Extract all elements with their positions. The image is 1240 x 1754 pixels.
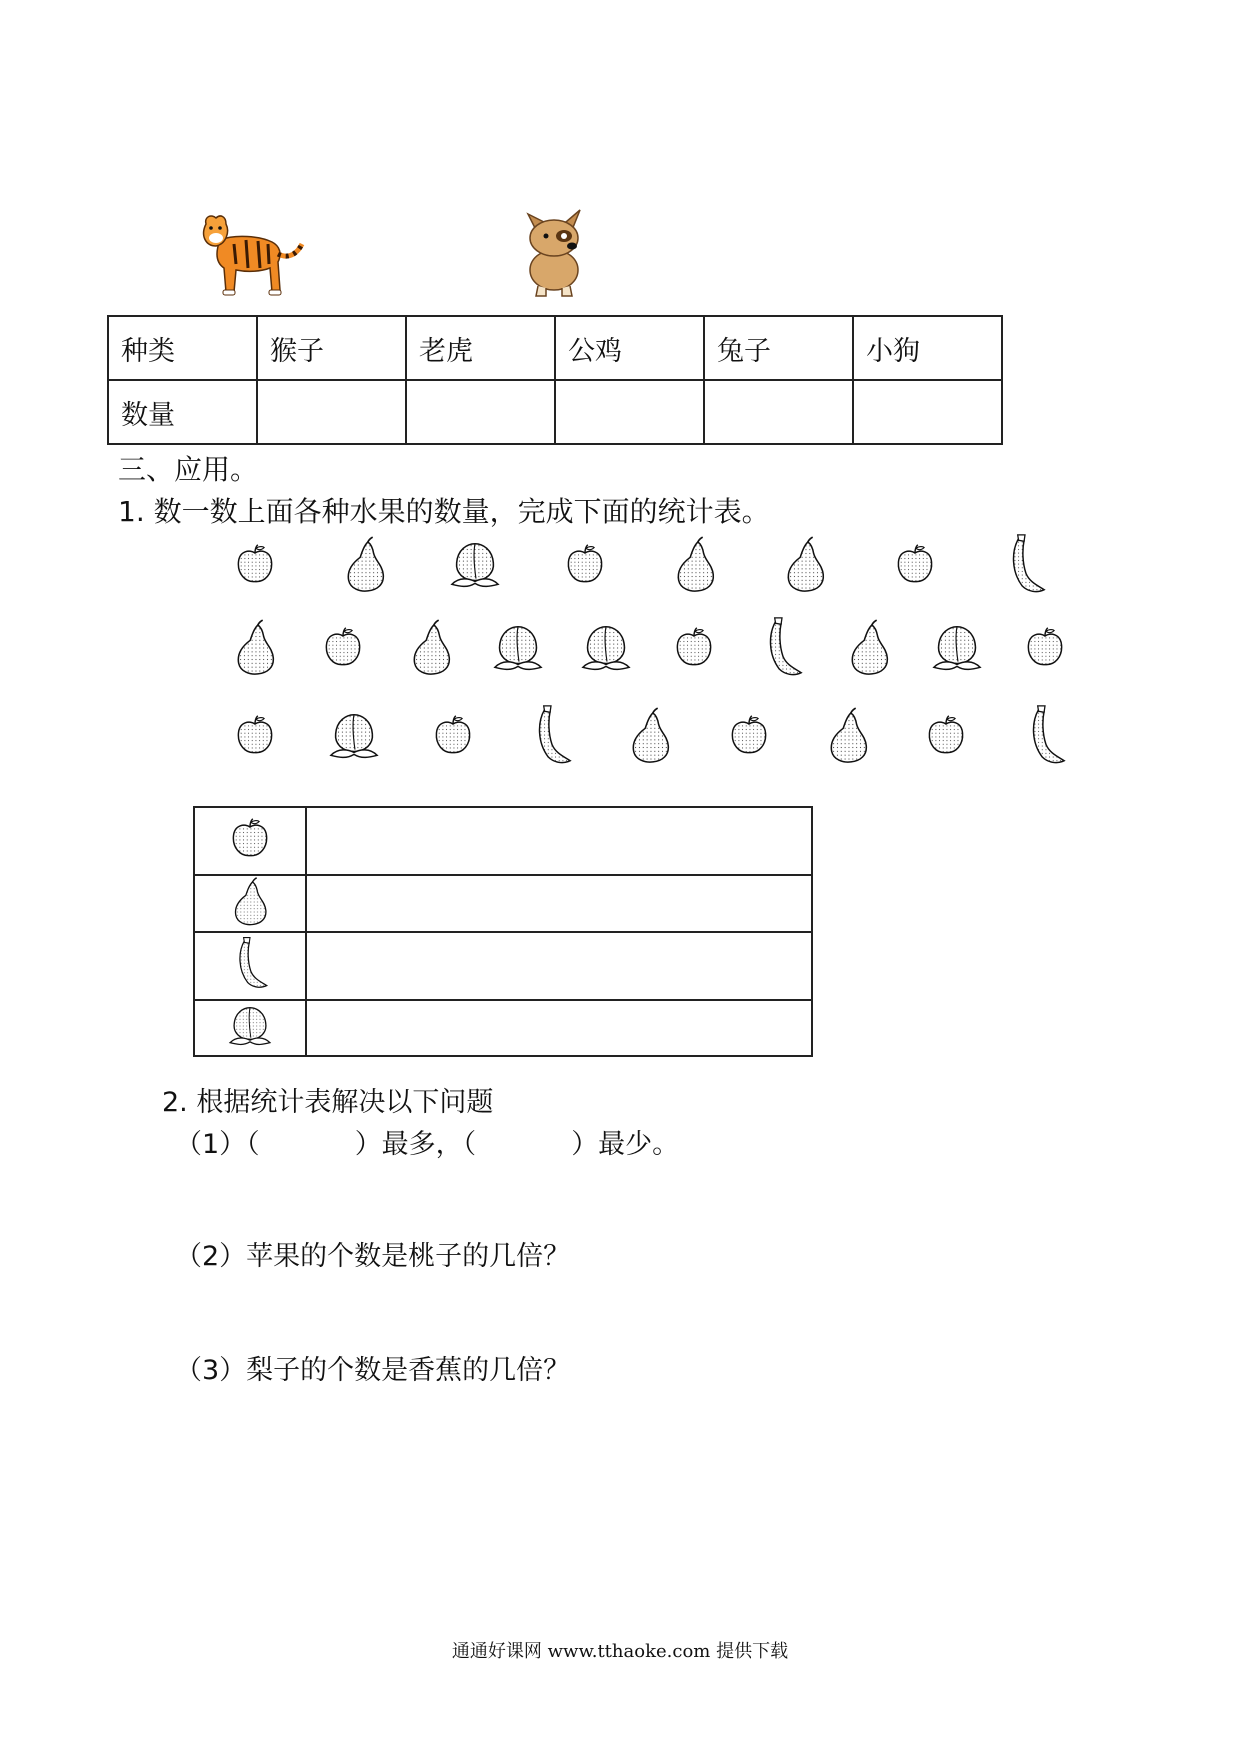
apple-icon <box>892 542 938 588</box>
table-row <box>194 1000 812 1056</box>
pear-icon <box>781 536 829 594</box>
count-cell-tiger[interactable] <box>406 380 555 444</box>
peach-icon <box>489 619 547 677</box>
question-1-text: 1. 数一数上面各种水果的数量，完成下面的统计表。 <box>118 495 770 528</box>
apple-icon <box>232 713 278 759</box>
sub-question-1-end: ）最少。 <box>571 1129 680 1160</box>
pear-icon <box>229 877 271 927</box>
tally-icon-cell <box>194 875 306 932</box>
tally-icon-cell <box>194 807 306 875</box>
tally-answer-cell[interactable] <box>306 932 812 1000</box>
question-2-title: 2. 根据统计表解决以下问题 <box>162 1087 494 1118</box>
animal-header-puppy: 小狗 <box>853 316 1002 380</box>
sub-question-1-prefix: （1）（ <box>175 1129 260 1160</box>
table-row <box>194 875 812 932</box>
puppy-picture <box>516 204 594 300</box>
banana-icon <box>1021 704 1069 768</box>
table-row <box>194 807 812 875</box>
fruit-tally-table <box>193 806 813 1057</box>
pear-icon <box>341 536 389 594</box>
tally-answer-cell[interactable] <box>306 875 812 932</box>
peach-icon <box>224 1001 276 1051</box>
table-row <box>108 316 1002 380</box>
sub-question-1 <box>175 1122 679 1161</box>
footer-credit: 通通好课网 www.tthaoke.com 提供下载 <box>451 1641 789 1662</box>
apple-icon <box>923 713 969 759</box>
count-cell-rooster[interactable] <box>555 380 704 444</box>
tiger-picture <box>190 210 312 302</box>
pear-icon <box>845 619 893 677</box>
apple-icon <box>562 542 608 588</box>
tally-answer-cell[interactable] <box>306 807 812 875</box>
table-row <box>194 932 812 1000</box>
banana-icon <box>230 936 270 992</box>
peach-icon <box>577 619 635 677</box>
animal-header-tiger: 老虎 <box>406 316 555 380</box>
count-cell-puppy[interactable] <box>853 380 1002 444</box>
tally-icon-cell <box>194 1000 306 1056</box>
sub-question-1-mid: ）最多，（ <box>354 1129 477 1160</box>
sub-question-2: （2）苹果的个数是桃子的几倍？ <box>175 1241 571 1272</box>
sub-question-3: （3）梨子的个数是香蕉的几倍？ <box>175 1355 571 1386</box>
peach-icon <box>446 536 504 594</box>
pear-icon <box>671 536 719 594</box>
animal-header-rabbit: 兔子 <box>704 316 853 380</box>
peach-icon <box>928 619 986 677</box>
table-row <box>108 380 1002 444</box>
banana-icon <box>527 704 575 768</box>
apple-icon <box>430 713 476 759</box>
apple-icon <box>227 816 273 862</box>
apple-icon <box>671 625 717 671</box>
quantity-header: 数量 <box>108 380 257 444</box>
pear-icon <box>231 619 279 677</box>
count-cell-rabbit[interactable] <box>704 380 853 444</box>
apple-icon <box>320 625 366 671</box>
animal-header-rooster: 公鸡 <box>555 316 704 380</box>
tally-answer-cell[interactable] <box>306 1000 812 1056</box>
apple-icon <box>726 713 772 759</box>
banana-icon <box>758 616 806 680</box>
apple-icon <box>232 542 278 588</box>
animal-header-monkey: 猴子 <box>257 316 406 380</box>
pear-icon <box>824 707 872 765</box>
peach-icon <box>325 707 383 765</box>
category-header: 种类 <box>108 316 257 380</box>
count-cell-monkey[interactable] <box>257 380 406 444</box>
banana-icon <box>1001 533 1049 597</box>
section-title: 三、应用。 <box>118 453 259 486</box>
pear-icon <box>407 619 455 677</box>
pear-icon <box>626 707 674 765</box>
apple-icon <box>1022 625 1068 671</box>
tally-icon-cell <box>194 932 306 1000</box>
animal-count-table <box>107 315 1003 445</box>
